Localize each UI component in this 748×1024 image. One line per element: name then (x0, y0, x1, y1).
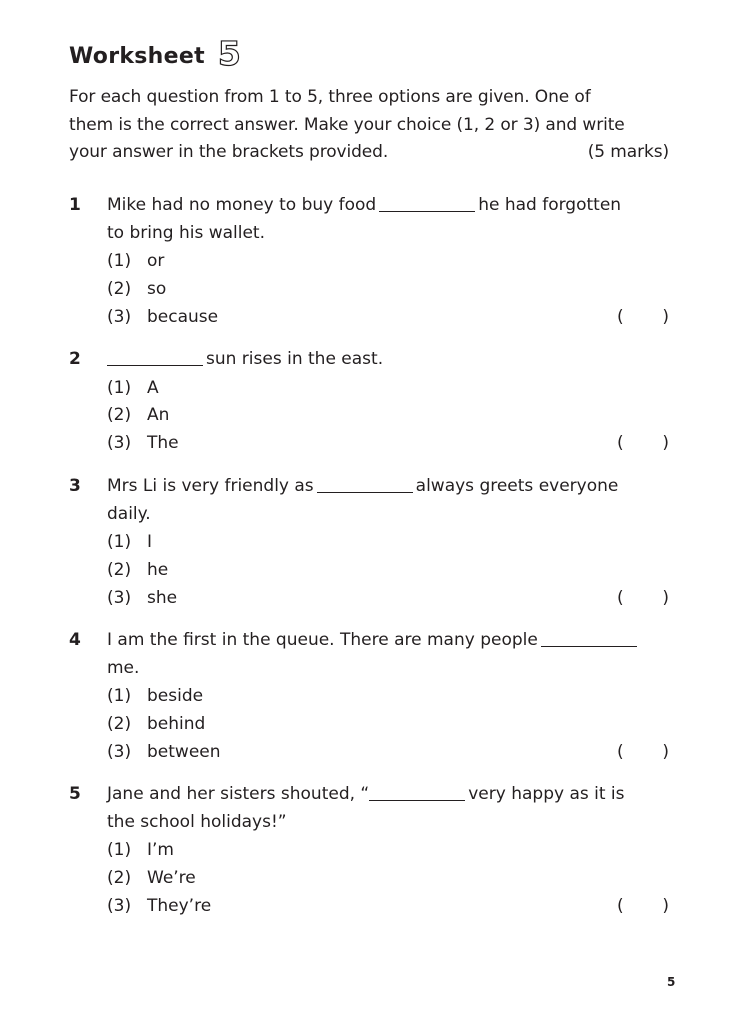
option (69, 683, 669, 711)
question-text: to bring his wallet. (107, 222, 265, 243)
option (69, 710, 669, 738)
option-text: They’re (147, 896, 212, 917)
option-key: (1) (107, 251, 132, 272)
option-text: I (147, 532, 153, 553)
option-key: (2) (107, 405, 132, 426)
option-text: because (147, 307, 219, 328)
option-text: A (147, 377, 159, 398)
option (69, 429, 669, 457)
option-text: An (147, 405, 170, 426)
option (69, 864, 669, 892)
option-key: (3) (107, 433, 132, 454)
question-text: Mrs Li is very friendly as (107, 476, 314, 496)
option-key: (2) (107, 560, 132, 581)
option-key: (2) (107, 279, 132, 300)
option (69, 892, 669, 920)
question-number: 1 (69, 195, 81, 215)
option (69, 402, 669, 430)
option (69, 584, 669, 612)
option (69, 248, 669, 276)
question-number: 3 (69, 476, 81, 496)
answer-bracket[interactable]: ( ) (617, 896, 669, 917)
answer-bracket[interactable]: ( ) (617, 588, 669, 609)
option-text: The (147, 433, 179, 454)
question-text: the school holidays!” (107, 811, 287, 832)
question-number: 5 (69, 784, 81, 804)
instructions-line: For each question from 1 to 5, three options are given. One of (69, 87, 591, 107)
page-number: 5 (667, 975, 676, 989)
answer-bracket[interactable]: ( ) (617, 742, 669, 763)
option (69, 275, 669, 303)
answer-blank[interactable] (107, 348, 203, 366)
question-text: very happy as it is (468, 784, 625, 804)
question-number: 2 (69, 349, 81, 369)
instructions-line: them is the correct answer. Make your choice (1, 2 or 3) and write (69, 114, 625, 135)
question-1 (69, 192, 669, 331)
marks-label: (5 marks) (587, 142, 669, 162)
option-key: (3) (107, 896, 132, 917)
question-text: I am the first in the queue. There are many people (107, 630, 538, 650)
question-text: daily. (107, 503, 151, 524)
option-key: (1) (107, 840, 132, 861)
option-key: (2) (107, 868, 132, 889)
question-text: sun rises in the east. (206, 349, 384, 369)
option-text: so (147, 279, 167, 300)
instructions-line: your answer in the brackets provided. (69, 142, 389, 162)
option (69, 529, 669, 557)
question-4 (69, 627, 669, 766)
option (69, 374, 669, 402)
option (69, 738, 669, 766)
question-text: Mike had no money to buy food (107, 195, 377, 215)
answer-blank[interactable] (369, 783, 465, 801)
option-text: she (147, 588, 178, 609)
worksheet-title: Worksheet (69, 44, 205, 69)
option-text: behind (147, 714, 206, 735)
answer-bracket[interactable]: ( ) (617, 433, 669, 454)
question-5 (69, 781, 669, 920)
option (69, 303, 669, 331)
question-text: me. (107, 657, 140, 678)
question-3 (69, 473, 669, 612)
instructions (69, 84, 669, 167)
question-text: Jane and her sisters shouted, “ (107, 784, 370, 804)
option-text: or (147, 251, 165, 272)
worksheet-number: 5 (217, 34, 241, 73)
answer-blank[interactable] (317, 475, 413, 493)
option-key: (1) (107, 686, 132, 707)
question-text: he had forgotten (478, 195, 622, 215)
option-key: (2) (107, 714, 132, 735)
worksheet-heading (69, 30, 241, 73)
option-text: We’re (147, 868, 196, 889)
answer-bracket[interactable]: ( ) (617, 307, 669, 328)
option (69, 556, 669, 584)
option (69, 837, 669, 865)
answer-blank[interactable] (541, 629, 637, 647)
option-text: he (147, 560, 169, 581)
option-key: (1) (107, 377, 132, 398)
option-key: (3) (107, 307, 132, 328)
option-key: (3) (107, 742, 132, 763)
option-key: (3) (107, 588, 132, 609)
question-number: 4 (69, 630, 81, 650)
option-key: (1) (107, 532, 132, 553)
answer-blank[interactable] (379, 194, 475, 212)
option-text: beside (147, 686, 204, 707)
option-text: between (147, 742, 221, 763)
question-2 (69, 346, 669, 457)
question-text: always greets everyone (415, 476, 619, 496)
option-text: I’m (147, 840, 174, 861)
